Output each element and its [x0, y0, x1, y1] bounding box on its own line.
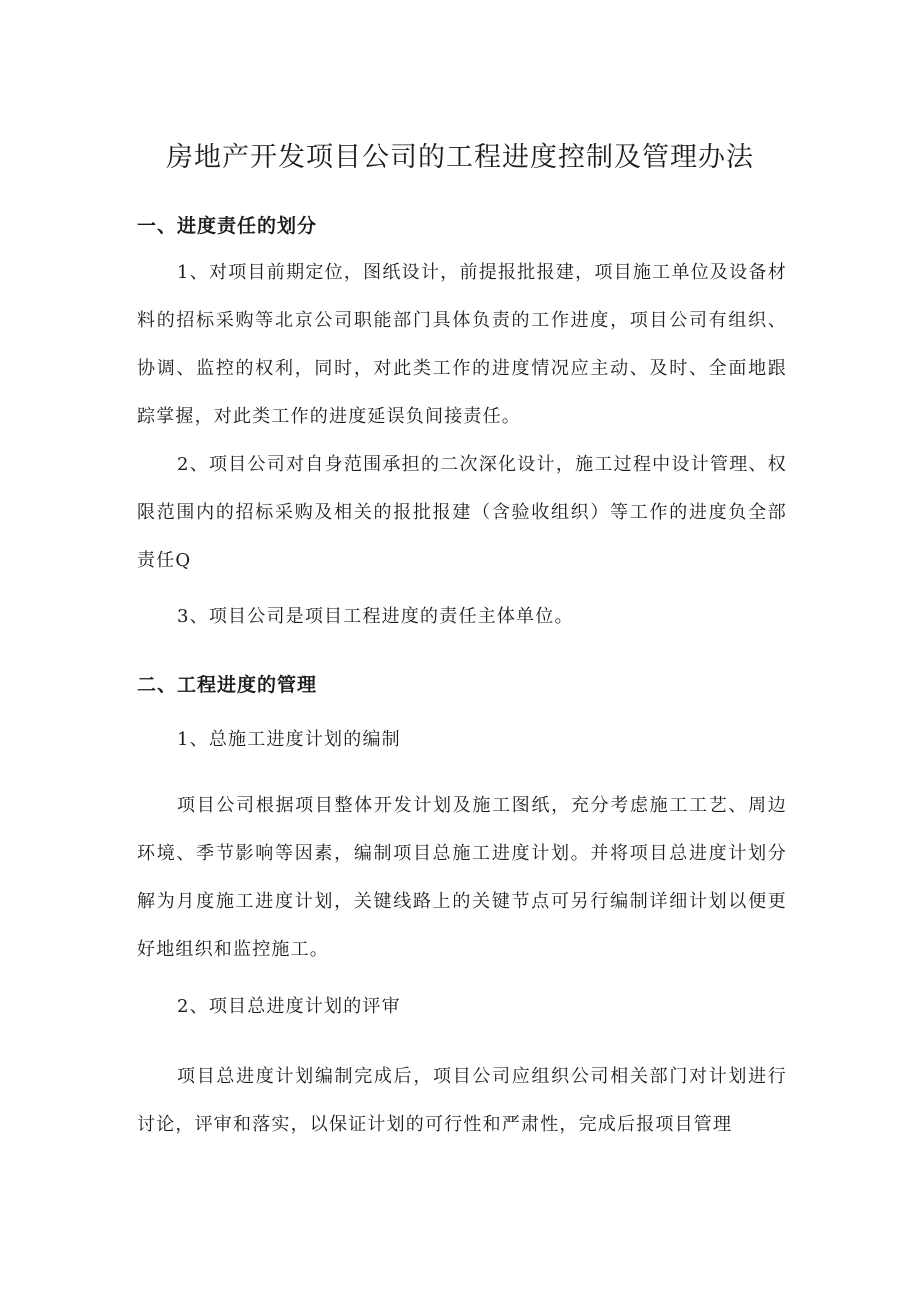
paragraph-item-1: 1、对项目前期定位，图纸设计，前提报批报建，项目施工单位及设备材料的招标采购等北京公司职能部门具体负责的工作进度，项目公司有组织、协调、监控的权利，同时，对此类工作的进度情况应主动、及时、全面地跟踪掌握，对此类工作的进度延误负间接责任。	[137, 262, 787, 427]
section-heading-responsibility: 一、进度责任的划分	[137, 215, 318, 237]
section-heading-management: 二、工程进度的管理	[137, 674, 318, 696]
paragraph-item-3: 3、项目公司是项目工程进度的责任主体单位。	[177, 606, 574, 627]
paragraph-item-2: 2、项目公司对自身范围承担的二次深化设计，施工过程中设计管理、权限范围内的招标采购及相关的报批报建（含验收组织）等工作的进度负全部责任Q	[137, 454, 787, 571]
document-title: 房地产开发项目公司的工程进度控制及管理办法	[166, 142, 754, 173]
subheading-schedule-review: 2、项目总进度计划的评审	[177, 996, 401, 1017]
subheading-schedule-compilation: 1、总施工进度计划的编制	[177, 729, 401, 750]
paragraph-schedule-review: 项目总进度计划编制完成后，项目公司应组织公司相关部门对计划进行讨论，评审和落实，以保证计划的可行性和严肃性，完成后报项目管理	[137, 1066, 787, 1135]
paragraph-schedule-compilation: 项目公司根据项目整体开发计划及施工图纸，充分考虑施工工艺、周边环境、季节影响等因素，编制项目总施工进度计划。并将项目总进度计划分解为月度施工进度计划，关键线路上的关键节点可另行编制详细计划以便更好地组织和监控施工。	[137, 795, 787, 960]
